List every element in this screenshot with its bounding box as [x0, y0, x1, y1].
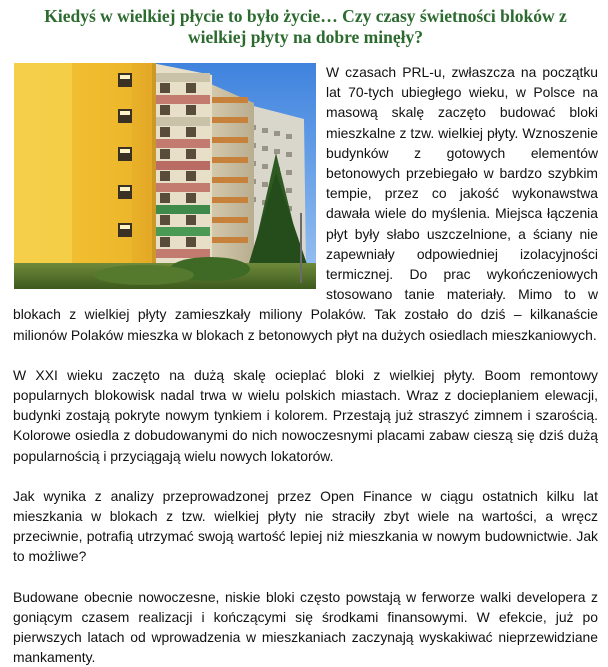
paragraph-3: Jak wynika z analizy przeprowadzonej przez Open Finance w ciągu ostatnich kilku lat mieszkania w blokach z tzw. wielkiej płyty nie straciły zbyt wiele na wartości, a wręcz przeciwnie, potrafią utrzymać swoją wartość lepiej niż mieszkania w nowym budownictwie. Jak to możliwe?	[13, 487, 598, 565]
article-title: Kiedyś w wielkiej płycie to było życie… Czy czasy świetności bloków z wielkiej płyty na dobre minęły?	[44, 6, 567, 47]
paragraph-1: W czasach PRL-u, zwłaszcza na początku lat 70-tych ubiegłego wieku, w Polsce na masową skalę zaczęto budować bloki mieszkalne z tzw. wielkiej płyty. Wznoszenie budynków z gotowych elementów betonowych przebiegało w bardzo szybkim tempie, przez co jakość wykonawstwa dawała wiele do myślenia. Miejsca łączenia płyt były słabo uszczelnione, a ściany nie zapewniały odpowiedniej izolacyjności termicznej. Do prac wykończeniowych stosowano tanie materiały. Mimo to w blokach z wielkiej płyty zamieszkały miliony Polaków. Tak zostało do dziś – kilkanaście milionów Polaków mieszka w blokach z betonowych płyt na dużych osiedlach mieszkaniowych.	[13, 64, 598, 343]
paragraph-4: Budowane obecnie nowoczesne, niskie bloki często powstają w ferworze walki developera z goniącym czasem realizacji i kończącymi się środkami finansowymi. W efekcie, już po pierwszych latach od wprowadzenia w mieszkaniach zaczynają wyskakiwać nieprzewidziane mankamenty.	[13, 588, 598, 666]
article-body	[13, 62, 598, 667]
apartment-blocks-photo	[14, 63, 316, 289]
paragraph-2: W XXI wieku zaczęto na dużą skalę ocieplać bloki z wielkiej płyty. Boom remontowy popularnych blokowisk nadal trwa w wielu polskich miastach. Wraz z docieplaniem elewacji, budynki zostają pokryte nowym tynkiem i kolorem. Przestają już straszyć zimnem i szarością. Kolorowe osiedla z dobudowanymi do nich nowoczesnymi placami zabaw cieszą się dziś dużą popularnością i przyciągają wielu nowych lokatorów.	[13, 366, 598, 464]
